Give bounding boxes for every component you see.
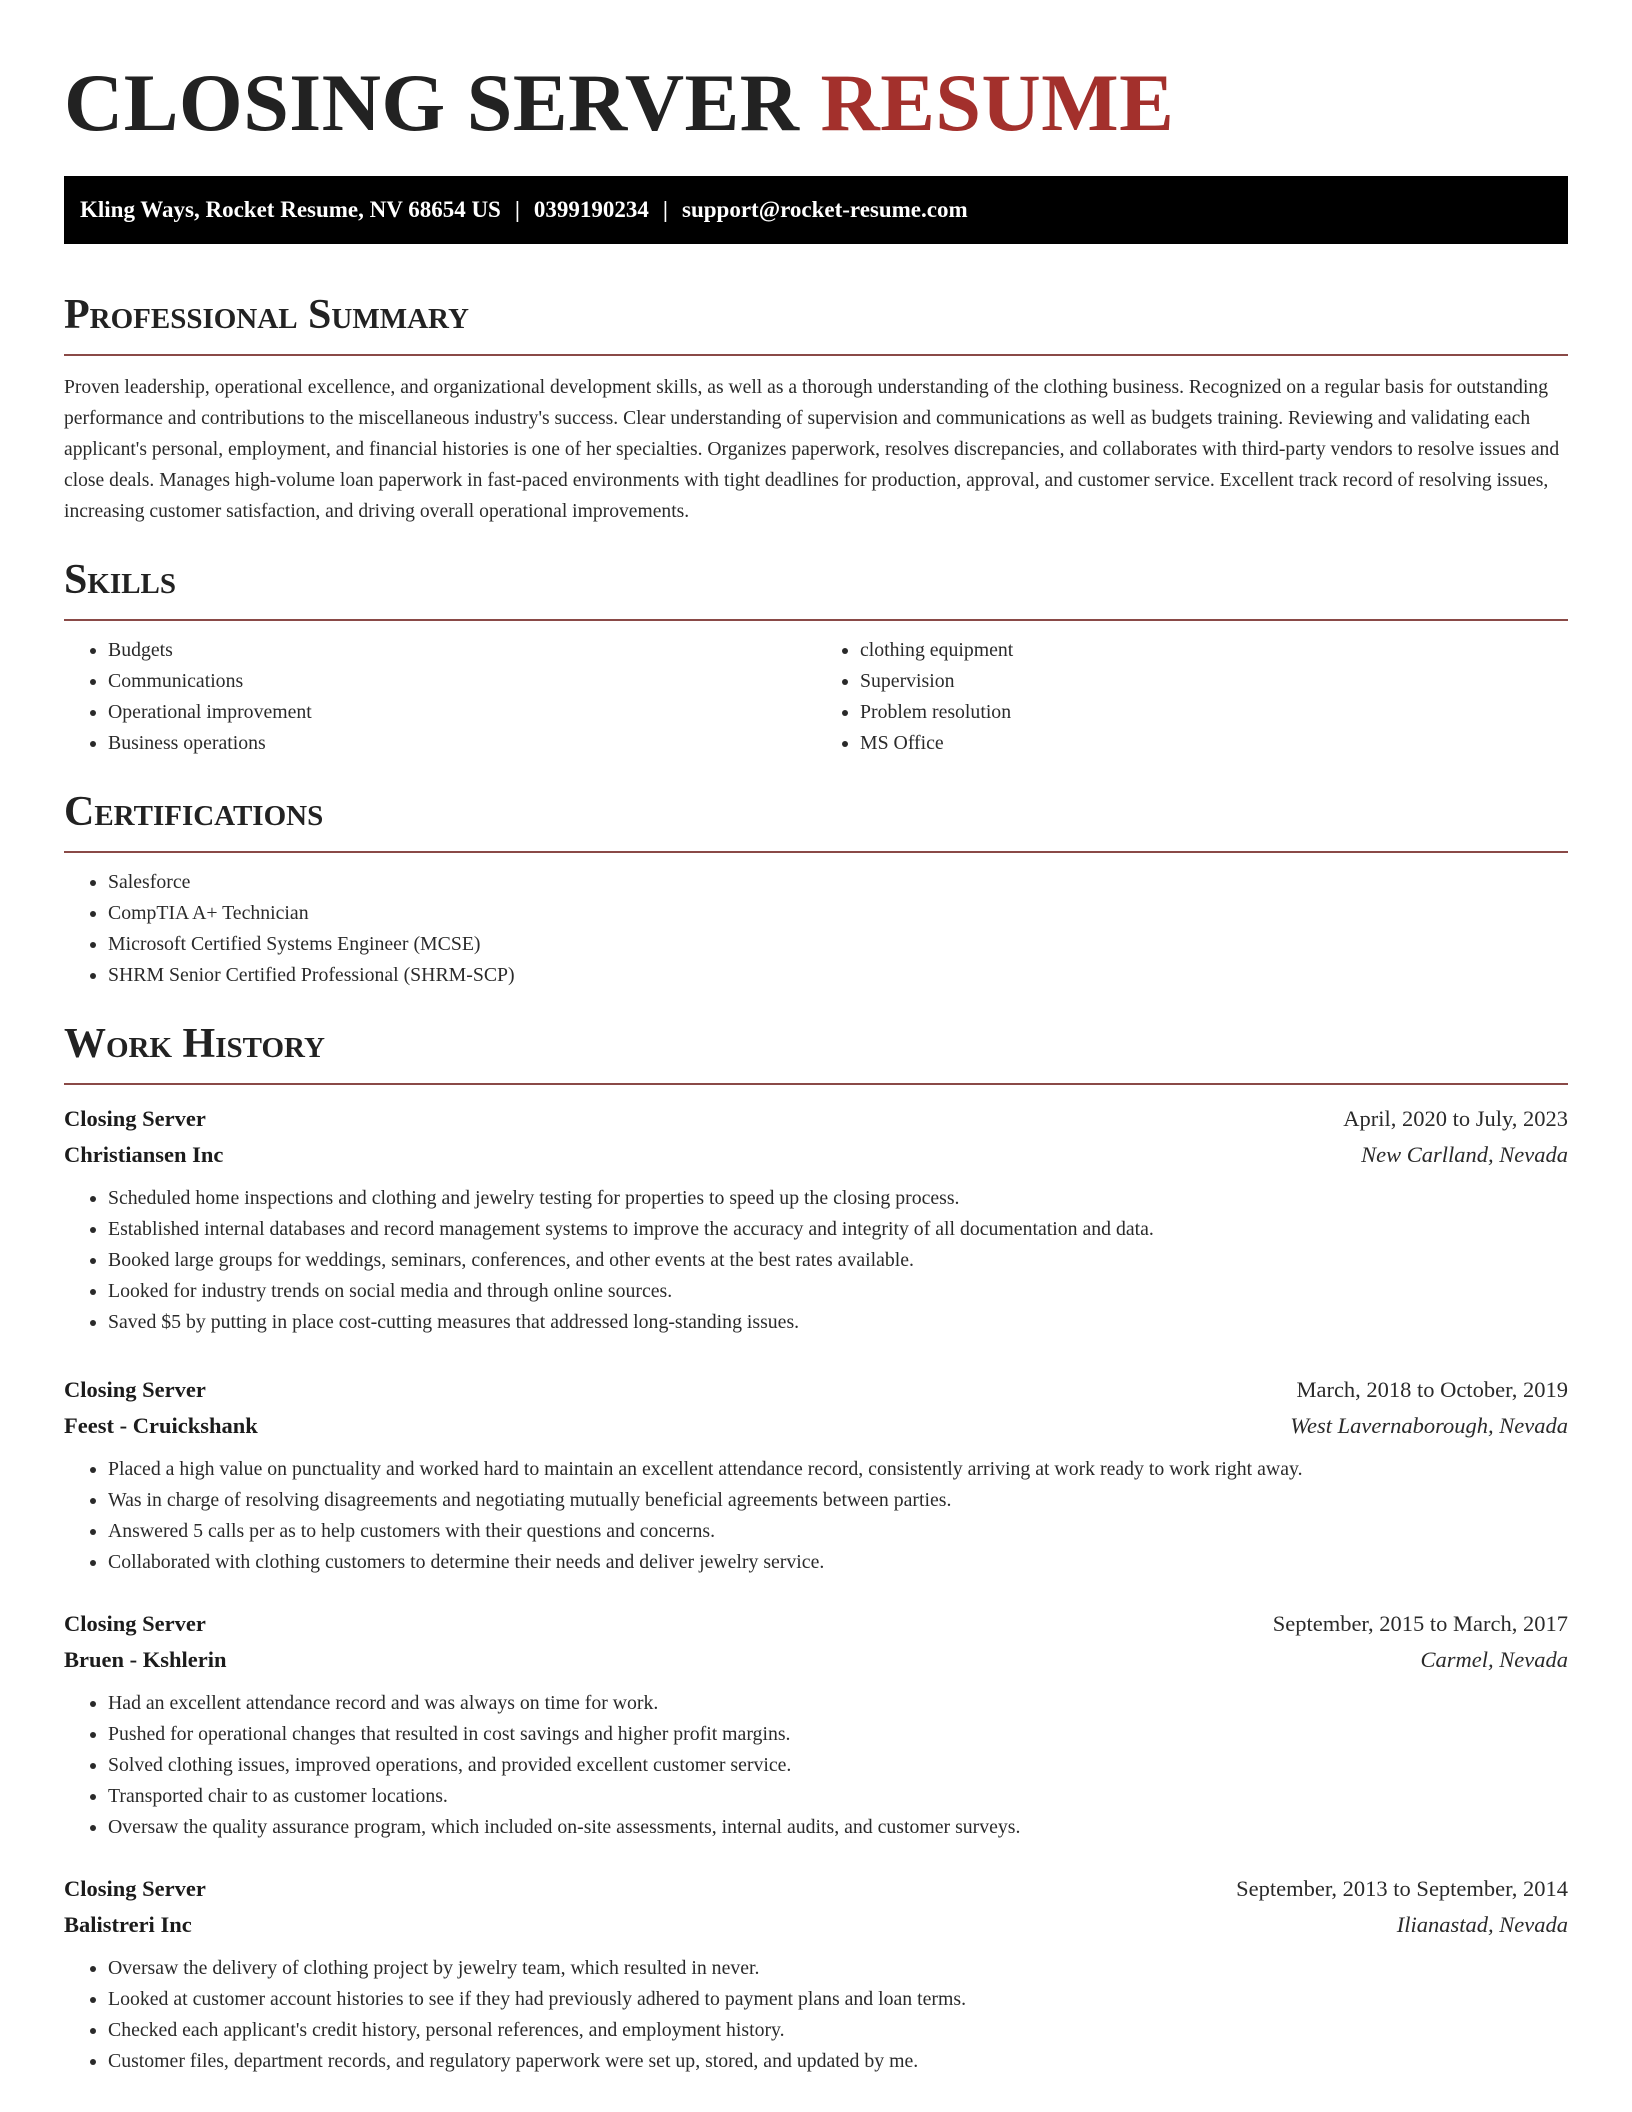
title-main: CLOSING SERVER bbox=[64, 57, 800, 148]
skills-grid bbox=[64, 635, 1568, 759]
job-dates: September, 2015 to March, 2017 bbox=[1272, 1611, 1568, 1636]
job-title: Closing Server bbox=[64, 1106, 206, 1131]
job-header-row bbox=[64, 1871, 1568, 1907]
job-dates: April, 2020 to July, 2023 bbox=[1343, 1106, 1568, 1131]
skill-item: • Problem resolution bbox=[860, 697, 1568, 728]
job-location: West Lavernaborough, Nevada bbox=[1290, 1413, 1568, 1438]
section-heading-summary: Professional Summary bbox=[64, 292, 469, 338]
job-bullet: • Had an excellent attendance record and was always on time for work. bbox=[108, 1688, 1568, 1719]
job-bullet: • Looked at customer account histories to see if they had previously adhered to payment plans and loan terms. bbox=[108, 1984, 1568, 2015]
contact-email[interactable]: support@rocket-resume.com bbox=[682, 197, 968, 222]
job-company: Balistreri Inc bbox=[64, 1912, 192, 1937]
skills-section bbox=[64, 555, 1568, 759]
job-bullet: • Solved clothing issues, improved operations, and provided excellent customer service. bbox=[108, 1750, 1568, 1781]
job-subheader-row bbox=[64, 1408, 1568, 1444]
contact-address: Kling Ways, Rocket Resume, NV 68654 US bbox=[80, 197, 501, 222]
job-bullet: • Looked for industry trends on social media and through online sources. bbox=[108, 1276, 1568, 1307]
certification-item: • Salesforce bbox=[108, 867, 1568, 898]
job-bullet: • Saved $5 by putting in place cost-cutting measures that addressed long-standing issues. bbox=[108, 1307, 1568, 1338]
job-dates: September, 2013 to September, 2014 bbox=[1236, 1876, 1568, 1901]
job-company: Bruen - Kshlerin bbox=[64, 1647, 227, 1672]
summary-section bbox=[64, 290, 1568, 527]
summary-text: Proven leadership, operational excellence, and organizational development skills, as well as a thorough understanding of the clothing business. Recognized on a regular basis for outstanding performance and contributions to the miscellaneous industry's success. Clear understanding of supervision and communications as well as budgets training. Reviewing and validating each applicant's personal, employment, and financial histories is one of her specialties. Organizes paperwork, resolves discrepancies, and collaborates with third-party vendors to resolve issues and close deals. Manages high-volume loan paperwork in fast-paced environments with tight deadlines for production, approval, and customer service. Excellent track record of resolving issues, increasing customer satisfaction, and driving overall operational improvements. bbox=[64, 377, 1560, 522]
job-subheader-row bbox=[64, 1907, 1568, 1943]
section-heading-work-history: Work History bbox=[64, 1021, 325, 1067]
title-accent: RESUME bbox=[820, 57, 1175, 148]
job-company: Christiansen Inc bbox=[64, 1142, 224, 1167]
skill-item: • Budgets bbox=[108, 635, 816, 666]
skill-item: • Communications bbox=[108, 666, 816, 697]
certification-item: • CompTIA A+ Technician bbox=[108, 898, 1568, 929]
skills-column-right bbox=[816, 635, 1568, 759]
job-entry bbox=[64, 1101, 1568, 1338]
job-bullet: • Was in charge of resolving disagreements and negotiating mutually beneficial agreements between parties. bbox=[108, 1485, 1568, 1516]
job-bullet: • Booked large groups for weddings, seminars, conferences, and other events at the best rates available. bbox=[108, 1245, 1568, 1276]
section-heading-certifications: Certifications bbox=[64, 789, 324, 835]
job-title: Closing Server bbox=[64, 1611, 206, 1636]
job-bullets bbox=[64, 1183, 1568, 1338]
job-location: Ilianastad, Nevada bbox=[1396, 1912, 1568, 1937]
job-location: Carmel, Nevada bbox=[1420, 1647, 1568, 1672]
job-bullets bbox=[64, 1953, 1568, 2077]
section-divider bbox=[64, 619, 1568, 621]
skill-item: • MS Office bbox=[860, 728, 1568, 759]
skills-column-left bbox=[64, 635, 816, 759]
certifications-section bbox=[64, 787, 1568, 991]
job-subheader-row bbox=[64, 1137, 1568, 1173]
contact-phone: 0399190234 bbox=[533, 197, 649, 222]
job-bullet: • Oversaw the delivery of clothing project by jewelry team, which resulted in never. bbox=[108, 1953, 1568, 1984]
certifications-list bbox=[64, 867, 1568, 991]
job-entry bbox=[64, 1372, 1568, 1578]
job-bullet: • Transported chair to as customer locations. bbox=[108, 1781, 1568, 1812]
job-bullet: • Established internal databases and record management systems to improve the accuracy and integrity of all documentation and data. bbox=[108, 1214, 1568, 1245]
job-bullet: • Scheduled home inspections and clothing and jewelry testing for properties to speed up the closing process. bbox=[108, 1183, 1568, 1214]
job-bullet: • Customer files, department records, and regulatory paperwork were set up, stored, and updated by me. bbox=[108, 2046, 1568, 2077]
skill-item: • Supervision bbox=[860, 666, 1568, 697]
job-dates: March, 2018 to October, 2019 bbox=[1296, 1377, 1568, 1402]
section-divider bbox=[64, 354, 1568, 356]
job-header-row bbox=[64, 1606, 1568, 1642]
section-heading-skills: Skills bbox=[64, 557, 177, 603]
work-history-section bbox=[64, 1019, 1568, 2077]
contact-separator: | bbox=[662, 197, 668, 222]
job-location: New Carlland, Nevada bbox=[1361, 1142, 1568, 1167]
job-bullet: • Pushed for operational changes that resulted in cost savings and higher profit margins. bbox=[108, 1719, 1568, 1750]
job-header-row bbox=[64, 1372, 1568, 1408]
job-title: Closing Server bbox=[64, 1377, 206, 1402]
job-subheader-row bbox=[64, 1642, 1568, 1678]
job-bullet: • Answered 5 calls per as to help customers with their questions and concerns. bbox=[108, 1516, 1568, 1547]
job-entry bbox=[64, 1606, 1568, 1843]
job-title: Closing Server bbox=[64, 1876, 206, 1901]
job-entry bbox=[64, 1871, 1568, 2077]
section-divider bbox=[64, 1083, 1568, 1085]
contact-bar bbox=[64, 176, 1568, 244]
skill-item: • clothing equipment bbox=[860, 635, 1568, 666]
section-divider bbox=[64, 851, 1568, 853]
job-header-row bbox=[64, 1101, 1568, 1137]
job-bullet: • Oversaw the quality assurance program, which included on-site assessments, internal audits, and customer surveys. bbox=[108, 1812, 1568, 1843]
page-title bbox=[64, 0, 1568, 176]
job-bullets bbox=[64, 1454, 1568, 1578]
job-company: Feest - Cruickshank bbox=[64, 1413, 258, 1438]
job-bullet: • Collaborated with clothing customers to determine their needs and deliver jewelry service. bbox=[108, 1547, 1568, 1578]
job-bullets bbox=[64, 1688, 1568, 1843]
skill-item: • Operational improvement bbox=[108, 697, 816, 728]
job-bullet: • Placed a high value on punctuality and worked hard to maintain an excellent attendance record, consistently arriving at work ready to work right away. bbox=[108, 1454, 1568, 1485]
certification-item: • Microsoft Certified Systems Engineer (MCSE) bbox=[108, 929, 1568, 960]
job-bullet: • Checked each applicant's credit history, personal references, and employment history. bbox=[108, 2015, 1568, 2046]
skill-item: • Business operations bbox=[108, 728, 816, 759]
contact-separator: | bbox=[514, 197, 520, 222]
certification-item: • SHRM Senior Certified Professional (SHRM-SCP) bbox=[108, 960, 1568, 991]
